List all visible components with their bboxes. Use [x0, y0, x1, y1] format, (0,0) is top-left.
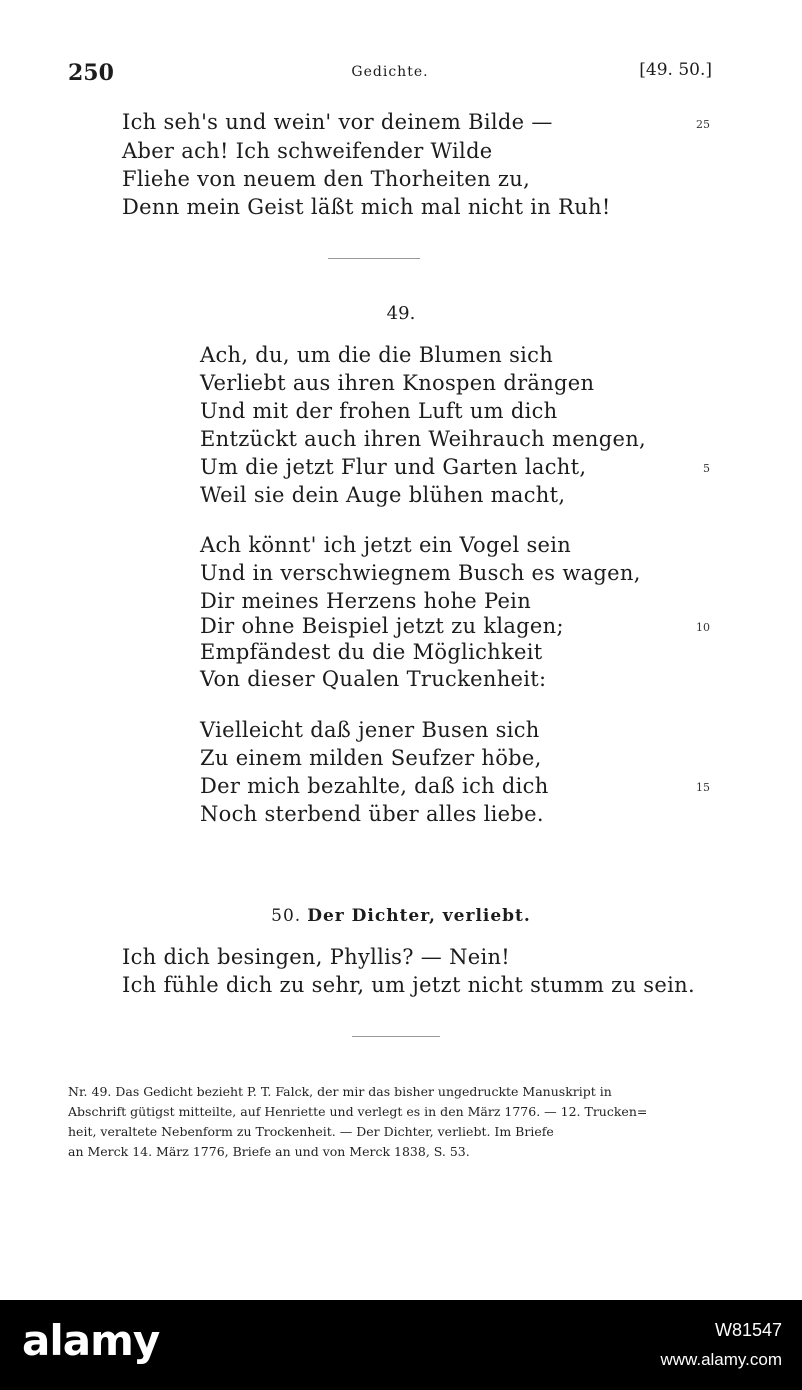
- alamy-logo: alamy: [22, 1316, 160, 1365]
- footnote-line: Nr. 49. Das Gedicht bezieht P. T. Falck, der mir das bisher ungedruckte Manuskript in: [68, 1084, 612, 1099]
- footnote-line: heit, veraltete Nebenform zu Trockenheit. — Der Dichter, verliebt. Im Briefe: [68, 1124, 554, 1139]
- line-number: 10: [696, 621, 710, 634]
- image-id: W81547: [714, 1320, 782, 1340]
- poem-line: Vielleicht daß jener Busen sich: [200, 718, 540, 742]
- poem-line: Der mich bezahlte, daß ich dich: [200, 774, 549, 798]
- poem-line: Zu einem milden Seufzer höbe,: [200, 746, 542, 770]
- poem-line: Um die jetzt Flur und Garten lacht,: [200, 455, 587, 479]
- section-divider: [328, 258, 420, 259]
- running-title: Gedichte.: [351, 64, 429, 80]
- poem-number: 50.: [271, 906, 302, 926]
- section-divider: [352, 1036, 440, 1037]
- poem-line: Entzückt auch ihren Weihrauch mengen,: [200, 427, 647, 451]
- poem-line: Verliebt aus ihren Knospen drängen: [200, 371, 595, 395]
- page-header: [68, 60, 712, 90]
- footnote-line: Abschrift gütigst mitteilte, auf Henriette und verlegt es in den März 1776. — 12. Trucken=: [68, 1104, 648, 1119]
- poem-line: Dir meines Herzens hohe Pein: [200, 589, 532, 613]
- line-number: 25: [696, 118, 710, 131]
- line-number: 15: [696, 781, 710, 794]
- footnote-line: an Merck 14. März 1776, Briefe an und von Merck 1838, S. 53.: [68, 1144, 470, 1159]
- poem-line: Ich seh's und wein' vor deinem Bilde —: [122, 110, 553, 134]
- poem-line: Dir ohne Beispiel jetzt zu klagen;: [200, 614, 564, 638]
- poem-title: [0, 906, 802, 926]
- poem-number: 49.: [386, 303, 416, 324]
- poem-line: Denn mein Geist läßt mich mal nicht in Ruh!: [122, 195, 611, 219]
- poem-line: Aber ach! Ich schweifender Wilde: [122, 139, 493, 163]
- line-number: 5: [703, 462, 710, 475]
- poem-line: Noch sterbend über alles liebe.: [200, 802, 544, 826]
- page-number: 250: [68, 60, 114, 86]
- poem-line: Ach, du, um die die Blumen sich: [200, 343, 554, 367]
- poem-line: Fliehe von neuem den Thorheiten zu,: [122, 167, 531, 191]
- poem-line: Von dieser Qualen Truckenheit:: [200, 667, 547, 691]
- stock-watermark-banner: [0, 1300, 802, 1390]
- footnote: [68, 1082, 716, 1162]
- poem-title-text: Der Dichter, verliebt.: [307, 906, 531, 926]
- section-reference: [49. 50.]: [639, 60, 712, 80]
- poem-line: Und in verschwiegnem Busch es wagen,: [200, 561, 641, 585]
- poem-line: Und mit der frohen Luft um dich: [200, 399, 558, 423]
- banner-url: www.alamy.com: [660, 1350, 782, 1369]
- poem-line: Ach könnt' ich jetzt ein Vogel sein: [200, 533, 572, 557]
- poem-line: Empfändest du die Möglichkeit: [200, 640, 543, 664]
- poem-line: Weil sie dein Auge blühen macht,: [200, 483, 566, 507]
- poem-line: Ich fühle dich zu sehr, um jetzt nicht stumm zu sein.: [122, 973, 695, 997]
- poem-line: Ich dich besingen, Phyllis? — Nein!: [122, 945, 511, 969]
